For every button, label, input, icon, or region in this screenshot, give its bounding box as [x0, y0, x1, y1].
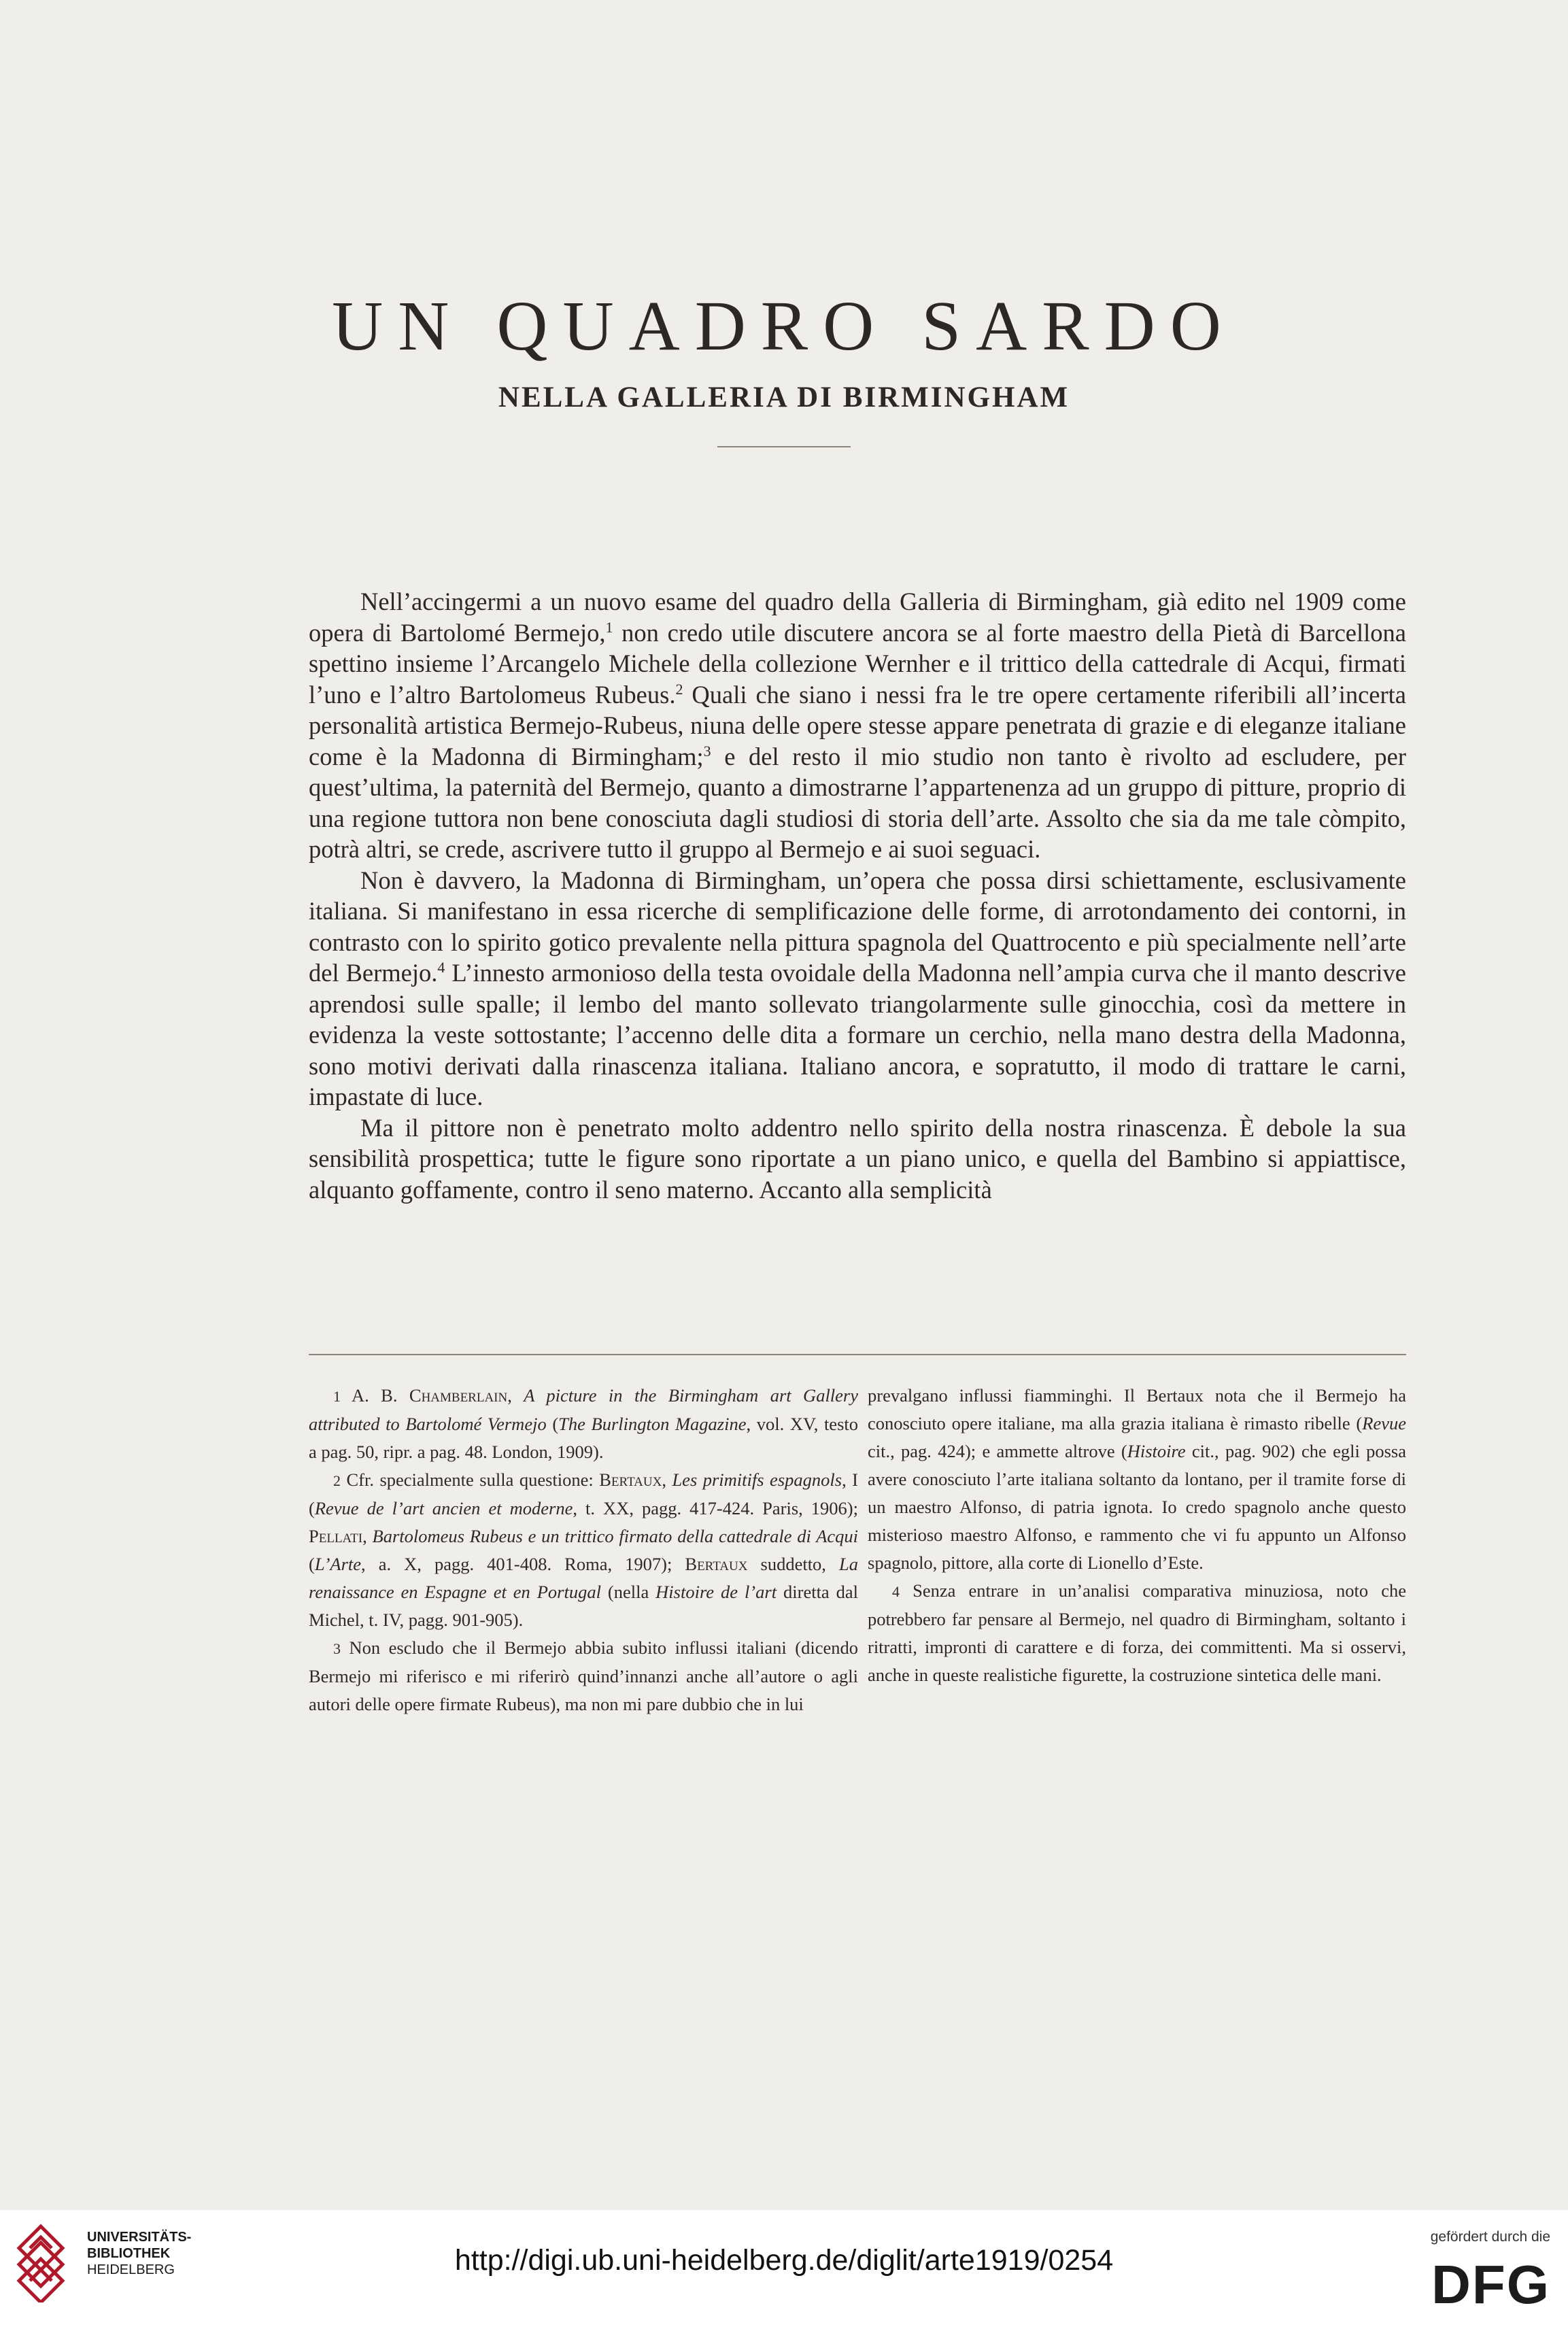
footnote-text-run: Non escludo che il Bermejo abbia subito influssi italiani (dicendo Bermejo mi riferisco e mi riferirò quind’innanzi anche all’autore o agli autori delle opere firmate Rubeus), ma non mi pare dubbio che in lui [309, 1637, 858, 1714]
footnote [868, 1382, 1406, 1577]
footnote-reference: 2 [675, 680, 683, 698]
footnote-number: 4 [892, 1583, 900, 1600]
footnote-text-run: , a. X, pagg. 401-408. Roma, 1907); [361, 1554, 685, 1574]
body-text-run: Nell’accingermi a un nuovo esame del quadro della Galleria di Birmingham, già edito nel 1909 come opera di Bartolomé Bermejo, [309, 588, 1406, 647]
footnote-text-run: ( [309, 1554, 315, 1574]
sponsor-note: gefördert durch die [1430, 2229, 1550, 2245]
footnote-title-italic: L’Arte [314, 1554, 362, 1574]
footnote-divider [309, 1354, 1406, 1355]
footnote-title-italic: The Burlington Magazine [558, 1414, 747, 1434]
library-line-2: BIBLIOTHEK [87, 2246, 171, 2261]
footnote-reference: 4 [437, 958, 445, 976]
footnote-text-run: , [662, 1469, 672, 1490]
footnote-title-italic: Les primitifs espagnols [672, 1469, 842, 1490]
article-body [309, 586, 1406, 1205]
footnote-number: 1 [333, 1388, 341, 1405]
footnote-author-name: Bertaux [685, 1554, 748, 1574]
footnote-reference: 1 [605, 618, 613, 636]
footnote-text-run: , vol. XV, testo a pag. 50, ripr. a pag. 48. London, 1909). [309, 1414, 858, 1462]
body-text-run: Ma il pittore non è penetrato molto addentro nello spirito della nostra rinascenza. È debole la sua sensibilità prospettica; tutte le figure sono riportate a un piano unico, e quella del Bambino si appiattisce, alquanto goffamente, contro il seno materno. Accanto alla semplicità [309, 1113, 1406, 1204]
footnotes-right-column [868, 1382, 1406, 1689]
library-line-3: HEIDELBERG [87, 2262, 175, 2277]
footnote-text-run: Cfr. specialmente sulla questione: [341, 1469, 600, 1490]
body-text-run: e del resto il mio studio non tanto è rivolto ad escludere, per quest’ultima, la paternità del Bermejo, quanto a dimostrarne l’appartenenza ad un gruppo di pitture, proprio di una regione tuttora non bene conosciuta dagli studiosi di storia dell’arte. Assolto che sia da me tale còmpito, potrà altri, se crede, ascrivere tutto il gruppo al Bermejo e ai suoi seguaci. [309, 742, 1406, 863]
footnote-author-name: Pellati [309, 1526, 363, 1546]
footnote-text-run: , t. XX, pagg. 417-424. Paris, 1906); [573, 1498, 858, 1518]
footnote-title-italic: Revue de l’art ancien et moderne [314, 1498, 573, 1518]
footnote-number: 2 [333, 1472, 341, 1489]
footnote-title-italic: Revue [1362, 1413, 1406, 1433]
body-paragraph-1 [309, 586, 1406, 865]
footnote-text-run: prevalgano influssi fiamminghi. Il Bertaux nota che il Bermejo ha conosciuto opere italiane, ma alla grazia italiana è rimasto ribelle ( [868, 1385, 1406, 1433]
footnote-text-run: ( [546, 1414, 559, 1434]
title-divider [717, 446, 851, 447]
footnote-text-run: , [362, 1526, 373, 1546]
body-paragraph-2 [309, 865, 1406, 1112]
body-text-run: non credo utile discutere ancora se al forte maestro della Pietà di Barcellona spettino insieme l’Arcangelo Michele della collezione Wernher e il trittico della cattedrale di Acqui, firmati l’uno e l’altro Bartolomeus Rubeus. [309, 618, 1406, 709]
footnote-reference: 3 [703, 742, 711, 760]
footnote [309, 1466, 858, 1634]
body-text-run: L’innesto armonioso della testa ovoidale della Madonna nell’ampia curva che il manto descrive aprendosi sulle spalle; il lembo del manto sollevato triangolarmente sulle ginocchia, così da mettere in evidenza la veste sottostante; l’accenno delle dita a formare un cerchio, nella mano destra della Madonna, sono motivi derivati dalla rinascenza italiana. Italiano ancora, e sopratutto, il modo di trattare le carni, impastate di luce. [309, 959, 1406, 1110]
article-title: UN QUADRO SARDO [332, 287, 1236, 365]
footnote-text-run: suddetto, [747, 1554, 839, 1574]
footnote-text-run: A. B. [341, 1385, 409, 1406]
footnote-text-run: cit., pag. 902) che egli possa avere conosciuto l’arte italiana soltanto da lontano, per il tramite forse di un maestro Alfonso, di patria ignota. Io credo spagnolo anche questo misterioso maestro Alfonso, e rammento che vi fu appunto un Alfonso spagnolo, pittore, alla corte di Lionello d’Este. [868, 1441, 1406, 1573]
footnote-author-name: Chamberlain [409, 1385, 508, 1406]
body-paragraph-3 [309, 1112, 1406, 1206]
article-subtitle: NELLA GALLERIA DI BIRMINGHAM [498, 381, 1070, 413]
footnote-text-run: cit., pag. 424); e ammette altrove ( [868, 1441, 1127, 1461]
footnote-text-run: diretta dal Michel, t. IV, pagg. 901-905). [309, 1582, 859, 1630]
footnote-title-italic: A picture in the Birmingham art Gallery attributed to Bartolomé Vermejo [309, 1385, 859, 1434]
body-text-run: Quali che siano i nessi fra le tre opere certamente riferibili all’incerta personalità artistica Bermejo-Rubeus, niuna delle opere stesse appare penetrata di grazie e di eleganze italiane come è la Madonna di Birmingham; [309, 680, 1406, 770]
footnote-text-run: , [507, 1385, 524, 1406]
footnote-title-italic: Bartolomeus Rubeus e un trittico firmato della cattedrale di Acqui [372, 1526, 859, 1546]
library-line-1: UNIVERSITÄTS- [87, 2230, 192, 2245]
body-text-run: Non è davvero, la Madonna di Birmingham, un’opera che possa dirsi schiettamente, esclusivamente italiana. Si manifestano in essa ricerche di semplificazione delle forme, di arrotondamento dei contorni, in contrasto con lo spirito gotico prevalente nella pittura spagnola del Quattrocento e più specialmente nell’arte del Bermejo. [309, 866, 1406, 987]
digital-copy-url[interactable]: http://digi.ub.uni-heidelberg.de/diglit/arte1919/0254 [454, 2244, 1114, 2277]
footnote-title-italic: La renaissance en Espagne et en Portugal [309, 1554, 858, 1602]
footnote-title-italic: Histoire [1127, 1441, 1186, 1461]
footnote-text-run: Senza entrare in un’analisi comparativa minuziosa, noto che potrebbero far pensare al Bermejo, nel quadro di Birmingham, soltanto i ritratti, impronti di carattere e di forza, dei committenti. Ma si osservi, anche in queste realistiche figurette, la costruzione sintetica delle mani. [868, 1580, 1406, 1685]
footnote-text-run: , I ( [309, 1469, 859, 1518]
footnotes-left-column [309, 1382, 858, 1718]
footnote-title-italic: Histoire de l’art [655, 1582, 777, 1602]
footnote [309, 1382, 858, 1466]
footnote [309, 1634, 858, 1718]
footnote-author-name: Bertaux [599, 1469, 662, 1490]
footnote [868, 1577, 1406, 1689]
dfg-logo: DFG [1431, 2254, 1550, 2315]
footnote-text-run: (nella [600, 1582, 656, 1602]
footnote-number: 3 [333, 1640, 341, 1657]
